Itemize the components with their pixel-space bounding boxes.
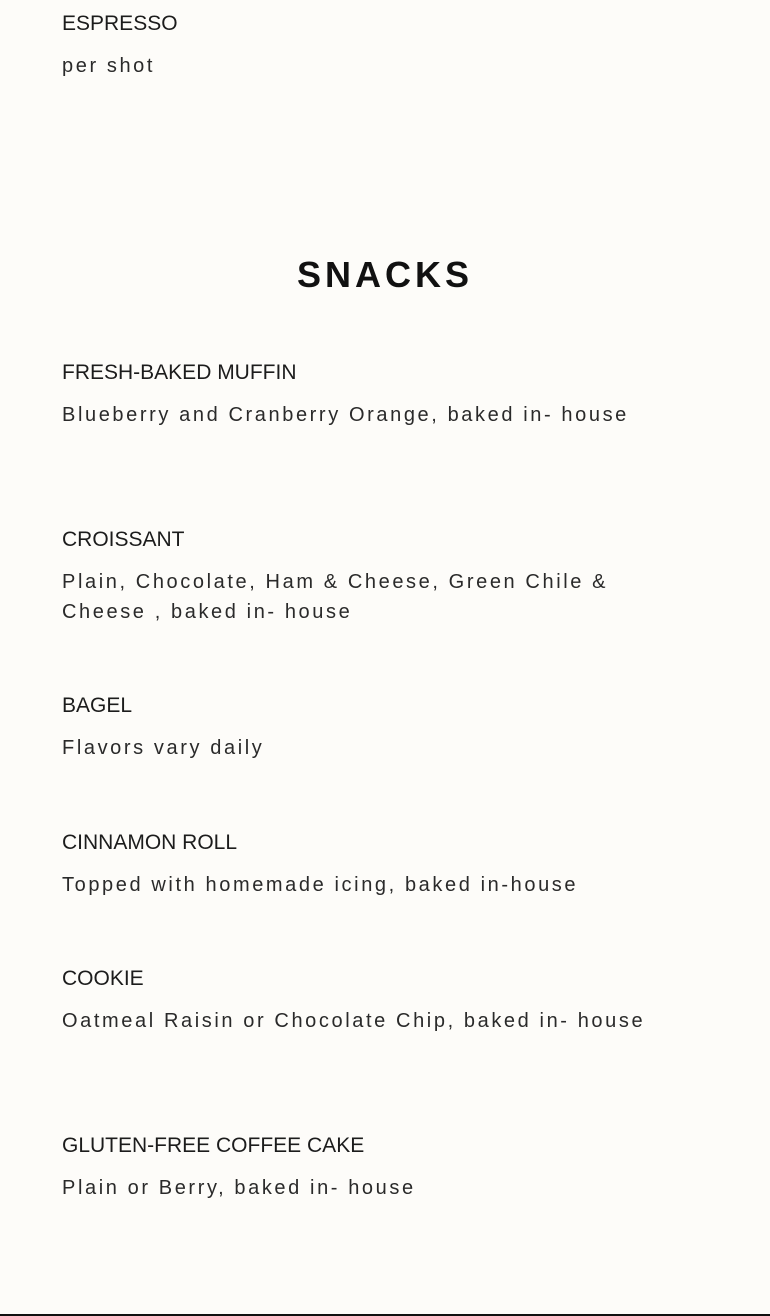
item-description: Flavors vary daily — [62, 737, 265, 759]
menu-item-espresso — [62, 11, 652, 81]
item-name: CINNAMON ROLL — [62, 831, 238, 854]
item-description: per shot — [62, 55, 156, 77]
item-name: GLUTEN-FREE COFFEE CAKE — [62, 1134, 365, 1157]
item-name: BAGEL — [62, 694, 133, 717]
item-name: COOKIE — [62, 967, 144, 990]
item-description: Topped with homemade icing, baked in-house — [62, 874, 579, 896]
item-name: CROISSANT — [62, 528, 185, 551]
item-name: ESPRESSO — [62, 12, 178, 35]
item-description: Blueberry and Cranberry Orange, baked in- house — [62, 404, 629, 426]
menu-item-cookie — [62, 966, 652, 1036]
menu-item-coffee-cake — [62, 1133, 652, 1203]
item-name: FRESH-BAKED MUFFIN — [62, 361, 297, 384]
menu-item-cinnamon-roll — [62, 830, 652, 900]
menu-item-bagel — [62, 693, 652, 763]
section-title-snacks: SNACKS — [296, 254, 473, 295]
item-description: Plain or Berry, baked in- house — [62, 1177, 416, 1199]
item-description: Oatmeal Raisin or Chocolate Chip, baked in- house — [62, 1010, 646, 1032]
item-description: Plain, Chocolate, Ham & Cheese, Green Chile & Cheese , baked in- house — [62, 571, 609, 623]
menu-item-croissant — [62, 527, 652, 627]
menu-item-muffin — [62, 360, 652, 430]
